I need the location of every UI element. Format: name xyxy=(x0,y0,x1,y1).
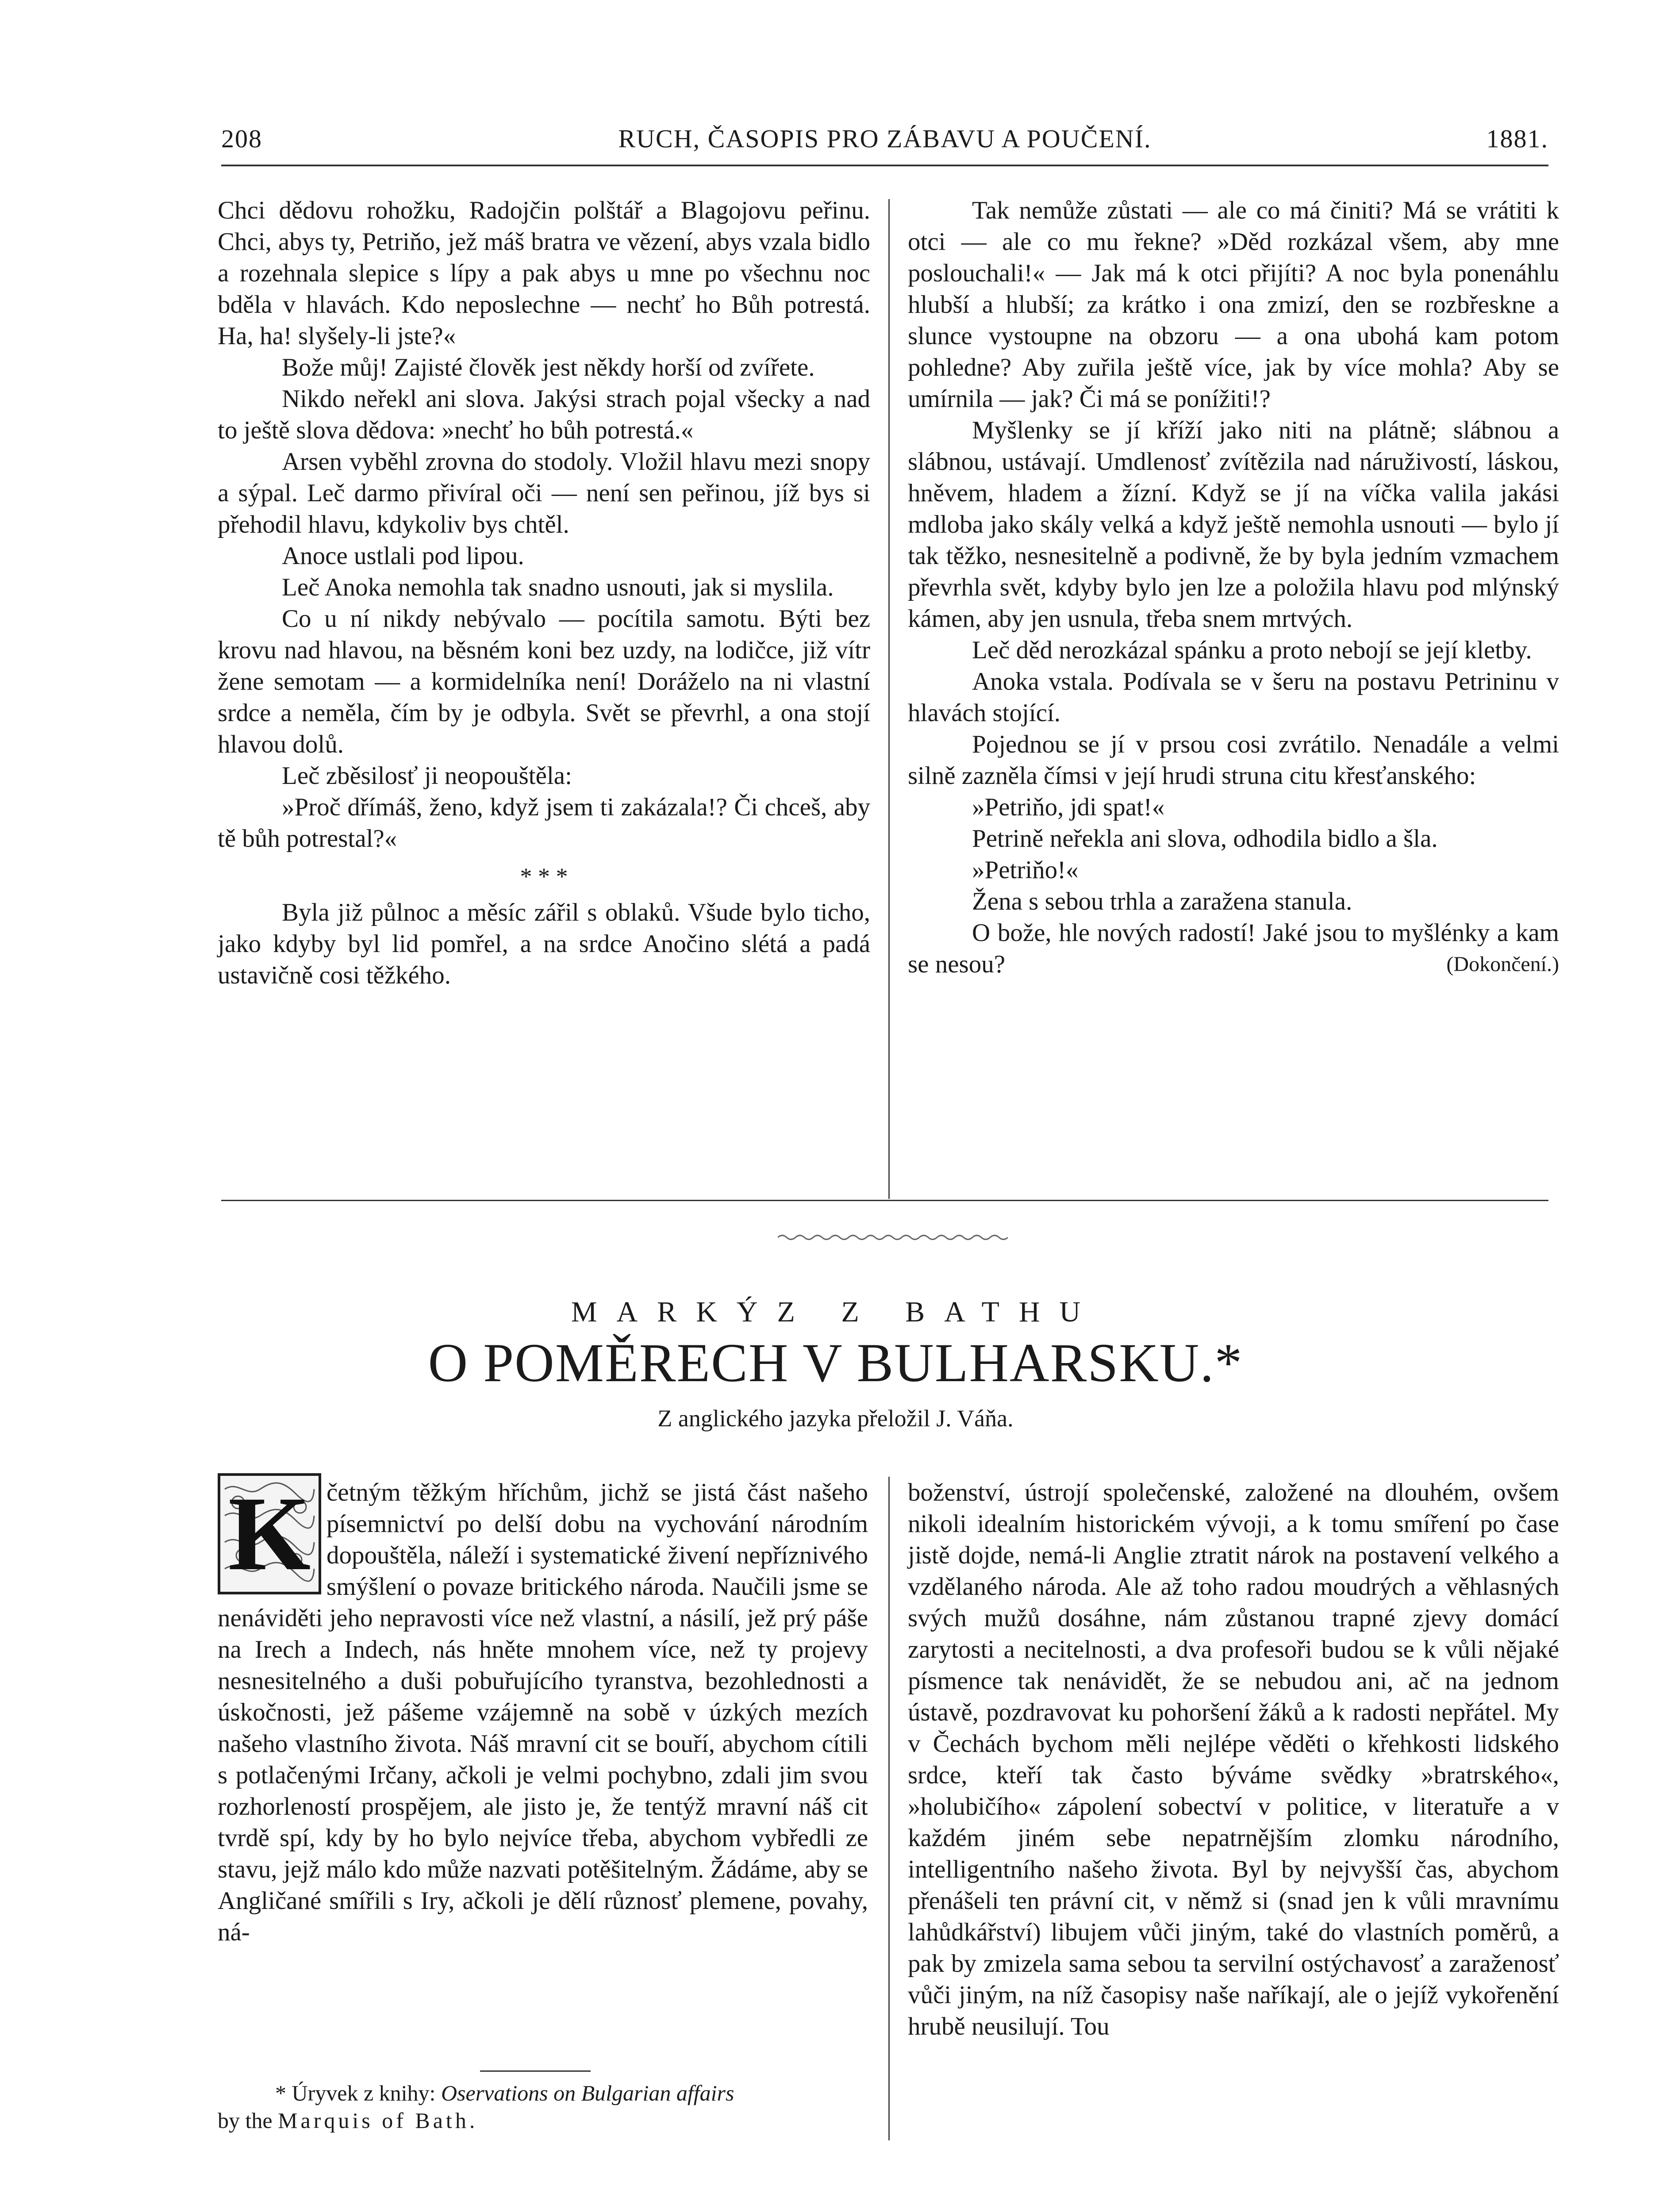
paragraph: Žena s sebou trhla a zaražena stanula. xyxy=(972,887,1352,915)
paragraph: »Petriňo, jdi spat!« xyxy=(972,793,1165,821)
header-rule xyxy=(221,165,1548,166)
story-end-rule xyxy=(221,1200,1548,1201)
article-right-column xyxy=(908,1477,1559,2042)
paragraph: Petrině neřekla ani slova, odhodila bidlo a šla. xyxy=(972,825,1438,853)
paragraph xyxy=(218,1477,868,1948)
article-translator: Z anglického jazyka přeložil J. Váňa. xyxy=(657,1405,1014,1432)
ornamental-divider xyxy=(778,1233,1008,1242)
section-break: * * * xyxy=(520,863,568,890)
running-head xyxy=(221,119,1548,158)
paragraph: Leč Anoka nemohla tak snadno usnouti, jak si myslila. xyxy=(282,573,834,601)
footnote xyxy=(218,2079,868,2134)
page-number: 208 xyxy=(221,124,262,153)
paragraph: »Proč dřímáš, ženo, když jsem ti zakázala!? Či chceš, aby tě bůh potrestal?« xyxy=(218,793,870,853)
paragraph: Tak nemůže zůstati — ale co má činiti? Má se vrátiti k otci — ale co mu řekne? »Děd rozkázal všem, aby mne poslouchali!« — Jak má k otci přijíti? A noc byla ponenáhlu hlubší a hlubší; za krátko i ona zmizí, den se rozbřeskne a slunce vystoupne na obzoru — a ona ubohá kam potom pohledne? Aby zuřila ještě více, jak by více mohla? Aby se umírnila — jak? Či má se ponížiti!? xyxy=(908,196,1559,413)
article-title: O POMĚRECH V BULHARSKU.* xyxy=(428,1333,1243,1393)
paragraph: Myšlenky se jí kříží jako niti na plátně; slábnou a slábnou, ustávají. Umdlenosť zvítězila nad náruživostí, láskou, hněvem, hladem a žízní. Když se jí na víčka valila jakási mdloba jako skály velká a když ještě nemohla usnouti — bylo jí tak těžko, nesnesitelně a podivně, že by byla jedním vzmachem převrhla svět, kdyby bylo jen lze a položila hlavu pod mlýnský kámen, aby jen usnula, třeba snem mrtvých. xyxy=(908,416,1559,633)
paragraph: Co u ní nikdy nebývalo — pocítila samotu. Býti bez krovu nad hlavou, na běsném koni bez uzdy, na lodičce, již vítr žene semotam — a kormidelníka není! Doráželo na ni vlastní srdce a neměla, čím by je odbyla. Svět se převrhl, a ona stojí hlavou dolů. xyxy=(218,605,870,758)
book-title: Oservations on Bulgarian affairs xyxy=(441,2081,734,2105)
footnote-text xyxy=(218,2079,868,2107)
column-rule xyxy=(888,1477,890,2140)
column-rule xyxy=(888,199,890,1199)
paragraph: Nikdo neřekl ani slova. Jakýsi strach pojal všecky a nad to ještě slova dědova: »nechť ho bůh potrestá.« xyxy=(218,385,870,444)
dropcap-letter: K xyxy=(228,1475,311,1592)
paragraph: Arsen vyběhl zrovna do stodoly. Vložil hlavu mezi snopy a sýpal. Leč darmo přivíral oči — není sen peřinou, jíž bys si přehodil hlavu, kdykoliv bys chtěl. xyxy=(218,448,870,538)
dropcap-spacer xyxy=(218,1477,327,1599)
footnote-rule xyxy=(480,2070,591,2072)
paragraph: Anoce ustlali pod lipou. xyxy=(282,542,524,570)
paragraph: Leč děd nerozkázal spánku a proto nebojí se její kletby. xyxy=(972,636,1532,664)
year: 1881. xyxy=(1486,124,1548,153)
paragraph: Bože můj! Zajisté člověk jest někdy horší od zvířete. xyxy=(282,353,815,381)
footnote-mark: * xyxy=(275,2081,286,2105)
paragraph: boženství, ústrojí společenské, založené na dlouhém, ovšem nikoli idealním historickém vývoji, a k tomu smíření po čase jistě dojde, nemá-li Anglie ztratit nárok na postavení velkého a vzdělaného národa. Ale až toho radou moudrých a věhlasných svých mužů dosáhne, nám zůstanou trapné zjevy domácí zarytosti a necitelnosti, a dva profesoři budou se k vůli nějaké písmence tak nenávidět, že se nebudou ani, ač na jednom ústavě, pozdravovat ku pohoršení žáků a k radosti nepřátel. My v Čechách bychom měli nejlépe věděti o křehkosti lidského srdce, kteří tak často býváme svědky »bratrského«, »holubičího« zápolení sobectví v politice, v literatuře a v každém jiném sebe nepatrnějším zlomku národního, intelligentního našeho života. Byl by nejvyšší čas, abychom přenášeli ten právní cit, v němž si (snad jen k vůli mravnímu lahůdkářství) libujem vůči jiným, také do vlastních poměrů, a pak by zmizela sama sebou ta servilní ostýchavosť a zaraženosť vůči jiným, na níž časopisy naše naříkají, ale o jejíž vykořenění hrubě neusilují. Tou xyxy=(908,1479,1559,2040)
paragraph-text: četným těžkým hříchům, jichž se jistá část našeho písemnictví po delší dobu na vychování národním dopouštěla, náleží i systematické živení nepříznivého smýšlení o povaze britického národa. Naučili jsme se nenáviděti jeho nepravosti více než vlastní, a násilí, jež prý páše na Irech a Indech, nás hněte mnohem více, než ty projevy nesnesitelného a duši pobuřujícího tyranstva, bezohlednosti a úskočnosti, jež pášeme vzájemně na sobě v úzkých mezích našeho vlastního života. Náš mravní cit se bouří, abychom cítili s potlačenými Irčany, ačkoli je velmi pochybno, zdali jim svou rozhorleností prospějem, ale jisto je, že tentýž mravní náš cit tvrdě spí, kdy by ho bylo nejvíce třeba, abychom vybředli ze stavu, jejž málo kdo může nazvati potěšitelným. Žádáme, aby se Angličané smířili s Iry, ačkoli je dělí různosť plemene, povahy, ná- xyxy=(218,1479,868,1946)
footnote-lead: Úryvek z knihy: xyxy=(292,2081,436,2105)
journal-title: RUCH, ČASOPIS PRO ZÁBAVU A POUČENÍ. xyxy=(618,124,1152,153)
paragraph: Chci dědovu rohožku, Radojčin polštář a Blagojovu peřinu. Chci, abys ty, Petriňo, jež máš bratra ve vězení, abys vzala bidlo a rozehnala slepice s lípy a pak abys u mne po všechnu noc bděla v hlavách. Kdo neposlechne — nechť ho Bůh potrestá. Ha, ha! slyšely-li jste?« xyxy=(218,196,870,350)
footnote-by: by the xyxy=(218,2108,273,2133)
paragraph: Pojednou se jí v prsou cosi zvrátilo. Nenadále a velmi silně zazněla čímsi v její hrudi struna citu křesťanského: xyxy=(908,730,1559,790)
article-left-column xyxy=(218,1477,868,1948)
story-right-column xyxy=(908,195,1559,980)
paragraph: Byla již půlnoc a měsíc zářil s oblaků. Všude bylo ticho, jako kdyby byl lid pomřel, a na srdce Anočino slétá a padá ustavičně cosi těžkého. xyxy=(218,899,870,989)
article-author: MARKÝZ Z BATHU xyxy=(571,1296,1100,1328)
paragraph: »Petriňo!« xyxy=(972,856,1079,884)
continued-note: (Dokončení.) xyxy=(1446,952,1559,976)
paragraph: Anoka vstala. Podívala se v šeru na postavu Petrininu v hlavách stojící. xyxy=(908,668,1559,727)
paragraph-text: O bože, hle nových radostí! Jaké jsou to myšlénky a kam se nesou? xyxy=(908,919,1559,978)
footnote-author: Marquis of Bath. xyxy=(278,2108,478,2133)
paragraph: Leč zběsilosť ji neopouštěla: xyxy=(282,762,572,790)
paragraph xyxy=(908,917,1559,980)
story-left-column xyxy=(218,195,870,991)
